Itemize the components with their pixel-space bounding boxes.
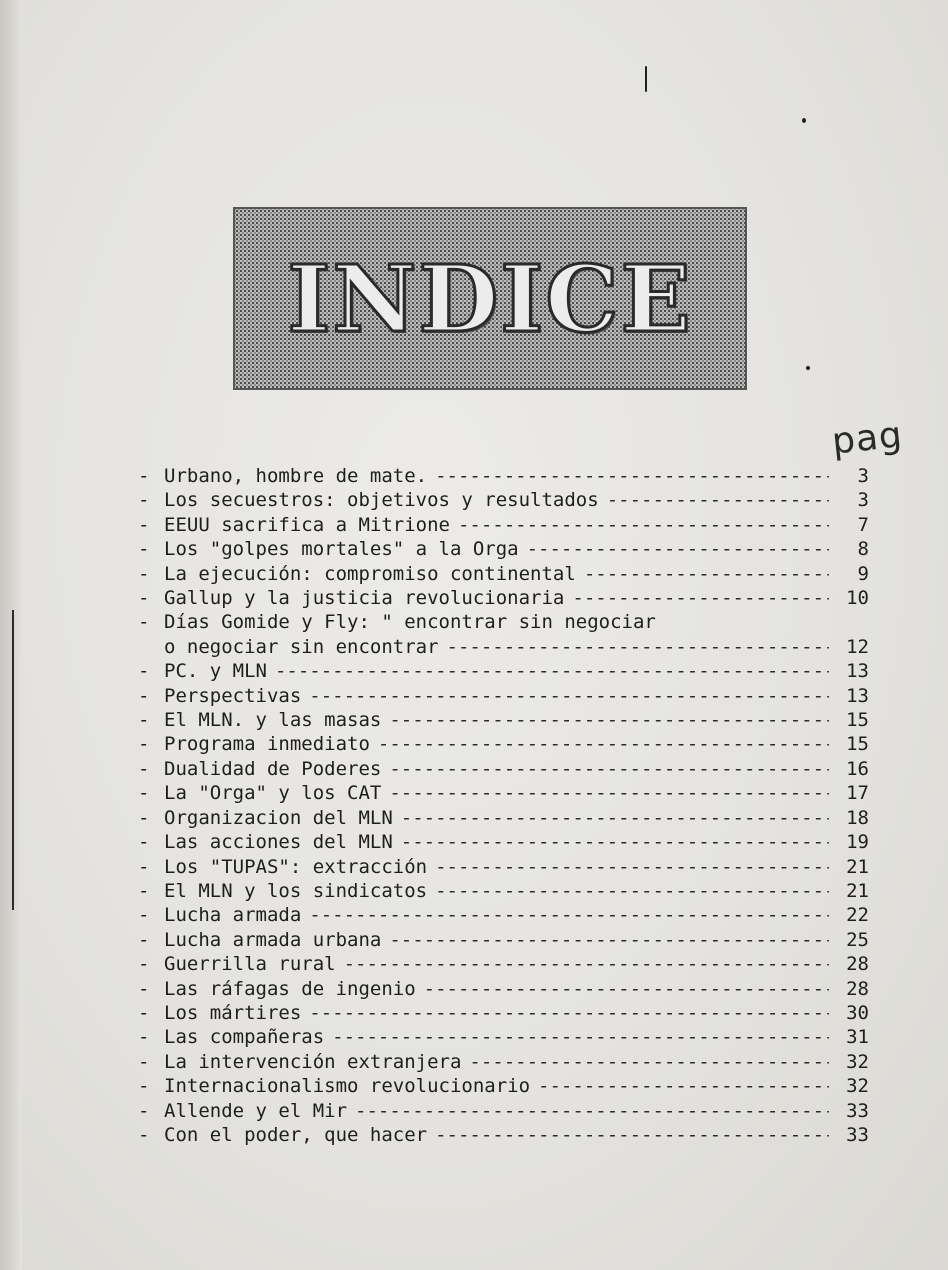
toc-entry: [138, 586, 868, 610]
dot-leader: [324, 1025, 829, 1049]
dot-leader: [450, 513, 829, 537]
toc-entry-title: Urbano, hombre de mate.: [164, 465, 428, 487]
title-banner: [233, 207, 747, 390]
bullet-dash: -: [138, 1001, 150, 1024]
dot-leader: [564, 586, 829, 610]
bullet-dash: -: [138, 1123, 150, 1146]
toc-entry-body: [164, 659, 829, 683]
toc-page-number: 18: [846, 806, 869, 829]
toc-entry-title: Guerrilla rural: [164, 953, 336, 976]
bullet-dash: -: [138, 782, 150, 805]
bullet-dash: -: [138, 562, 150, 585]
toc-entry-title: Los "TUPAS": extracción: [164, 855, 428, 878]
toc-entry: [138, 855, 868, 879]
toc-page-number: 32: [846, 1075, 869, 1098]
bullet-dash: -: [138, 1075, 150, 1098]
bullet-dash: -: [138, 489, 150, 512]
toc-entry: [138, 684, 868, 708]
toc-entry: [138, 488, 868, 512]
toc-page-number: 22: [846, 904, 869, 927]
dot-leader: [381, 781, 829, 805]
toc-entry-body: [164, 732, 829, 756]
toc-page-number: 32: [846, 1050, 869, 1073]
bullet-dash: -: [138, 538, 150, 561]
toc-entry-body: [164, 684, 829, 708]
toc-page-number: 12: [846, 635, 869, 658]
toc-entry-title: EEUU sacrifica a Mitrione: [164, 513, 450, 536]
toc-entry-title: PC. y MLN: [164, 660, 267, 683]
toc-page-number: 33: [846, 1099, 869, 1122]
toc-entry: [138, 1123, 868, 1147]
page-column-label: pag: [830, 414, 905, 463]
toc-entry-body: [164, 488, 829, 512]
dot-leader: [381, 757, 829, 781]
dot-leader: [416, 977, 829, 1001]
toc-page-number: 15: [846, 733, 869, 756]
dot-leader: [427, 464, 829, 488]
toc-entry: [138, 610, 868, 659]
toc-entry-title: La "Orga" y los CAT: [164, 782, 382, 805]
toc-page-number: 28: [846, 953, 869, 976]
toc-entry-title: Programa inmediato: [164, 733, 370, 756]
dot-leader: [393, 830, 829, 854]
bullet-dash: -: [138, 1099, 150, 1122]
dot-leader: [301, 1001, 829, 1025]
dot-leader: [599, 488, 829, 512]
toc-entry-title: Las acciones del MLN: [164, 831, 393, 854]
bullet-dash: -: [138, 928, 150, 951]
bullet-dash: -: [138, 806, 150, 829]
toc-entry-body: [164, 586, 829, 610]
toc-entry: [138, 732, 868, 756]
dot-leader: [267, 659, 829, 683]
dot-leader: [427, 855, 829, 879]
toc-entry-title: Los mártires: [164, 1001, 302, 1024]
toc-entry-body: [164, 464, 829, 488]
toc-entry: [138, 537, 868, 561]
page-edge-shadow: [0, 0, 22, 1270]
toc-page-number: 33: [846, 1123, 869, 1146]
toc-entry-body: [164, 610, 829, 659]
toc-entry-title: Días Gomide y Fly: " encontrar sin negociar: [164, 611, 656, 634]
toc-page-number: 8: [857, 538, 869, 561]
ink-mark: [645, 66, 647, 92]
toc-page-number: 31: [846, 1026, 869, 1049]
dot-leader: [576, 562, 829, 586]
toc-entry-body: [164, 513, 829, 537]
toc-entry: [138, 1074, 868, 1098]
dot-leader: [336, 952, 829, 976]
toc-entry-body: [164, 757, 829, 781]
toc-entry-title: Las compañeras: [164, 1026, 325, 1049]
toc-page-number: 19: [846, 831, 869, 854]
bullet-dash: -: [138, 513, 150, 536]
bullet-dash: -: [138, 831, 150, 854]
toc-page-number: 13: [846, 684, 869, 707]
toc-entry: [138, 928, 868, 952]
toc-entry-body: [164, 562, 829, 586]
toc-entry-title: El MLN. y las masas: [164, 709, 382, 732]
toc-entry: [138, 1001, 868, 1025]
toc-entry: [138, 952, 868, 976]
toc-entry: [138, 1025, 868, 1049]
binding-mark: [12, 610, 14, 910]
toc-page-number: 30: [846, 1001, 869, 1024]
bullet-dash: -: [138, 757, 150, 780]
toc-page-number: 13: [846, 660, 869, 683]
toc-entry-body: [164, 830, 829, 854]
toc-page-number: 21: [846, 879, 869, 902]
dot-leader: [381, 928, 829, 952]
toc-entry-body: [164, 708, 829, 732]
ink-speck: [802, 118, 806, 123]
toc-entry: [138, 562, 868, 586]
dot-leader: [439, 635, 829, 659]
toc-entry-title-line2: o negociar sin encontrar: [164, 635, 439, 658]
toc-page-number: 28: [846, 977, 869, 1000]
dot-leader: [427, 1123, 829, 1147]
toc-entry: [138, 757, 868, 781]
bullet-dash: -: [138, 904, 150, 927]
toc-entry-body: [164, 879, 829, 903]
toc-entry-title: El MLN y los sindicatos: [164, 879, 428, 902]
toc-entry-body: [164, 855, 829, 879]
bullet-dash: -: [138, 709, 150, 732]
toc-entry-title: Con el poder, que hacer: [164, 1123, 428, 1146]
ink-speck: [806, 366, 810, 370]
table-of-contents: [138, 464, 868, 1147]
toc-page-number: 16: [846, 757, 869, 780]
toc-entry-body: [164, 1050, 829, 1074]
toc-entry-body: [164, 977, 829, 1001]
dot-leader: [301, 684, 829, 708]
toc-entry: [138, 1099, 868, 1123]
toc-entry-body: [164, 1099, 829, 1123]
bullet-dash: -: [138, 977, 150, 1000]
toc-entry-title: La ejecución: compromiso continental: [164, 562, 576, 585]
bullet-dash: -: [138, 953, 150, 976]
bullet-dash: -: [138, 1026, 150, 1049]
toc-entry-body: [164, 928, 829, 952]
toc-entry: [138, 830, 868, 854]
toc-entry-title: Lucha armada: [164, 904, 302, 927]
toc-entry: [138, 806, 868, 830]
bullet-dash: -: [138, 660, 150, 683]
dot-leader: [519, 537, 829, 561]
toc-entry-continuation: [164, 635, 829, 659]
toc-entry: [138, 977, 868, 1001]
toc-entry-body: [164, 1001, 829, 1025]
toc-entry-body: [164, 1074, 829, 1098]
toc-entry: [138, 1050, 868, 1074]
toc-page-number: 3: [857, 489, 869, 512]
dot-leader: [461, 1050, 829, 1074]
toc-entry-title: Organizacion del MLN: [164, 806, 393, 829]
page-title: INDICE: [287, 244, 693, 353]
toc-entry-title: Lucha armada urbana: [164, 928, 382, 951]
toc-entry-title: Gallup y la justicia revolucionaria: [164, 587, 565, 610]
toc-entry-body: [164, 903, 829, 927]
toc-entry-title: Los "golpes mortales" a la Orga: [164, 538, 519, 561]
bullet-dash: -: [138, 611, 150, 634]
toc-page-number: 17: [846, 782, 869, 805]
toc-entry-title: La intervención extranjera: [164, 1050, 462, 1073]
toc-entry: [138, 903, 868, 927]
dot-leader: [381, 708, 829, 732]
toc-page-number: 10: [846, 587, 869, 610]
bullet-dash: -: [138, 587, 150, 610]
toc-entry: [138, 879, 868, 903]
dot-leader: [393, 806, 829, 830]
bullet-dash: -: [138, 855, 150, 878]
toc-entry-title: Los secuestros: objetivos y resultados: [164, 489, 599, 512]
toc-entry-body: [164, 952, 829, 976]
bullet-dash: -: [138, 733, 150, 756]
dot-leader: [530, 1074, 829, 1098]
bullet-dash: -: [138, 684, 150, 707]
toc-entry: [138, 513, 868, 537]
toc-entry-title: Perspectivas: [164, 684, 302, 707]
toc-entry-title: Allende y el Mir: [164, 1099, 348, 1122]
toc-page-number: 9: [857, 562, 869, 585]
toc-page-number: 21: [846, 855, 869, 878]
toc-entry: [138, 708, 868, 732]
toc-entry-body: [164, 1025, 829, 1049]
toc-entry-body: [164, 806, 829, 830]
toc-entry-title: Internacionalismo revolucionario: [164, 1075, 531, 1098]
toc-entry: [138, 659, 868, 683]
bullet-dash: -: [138, 879, 150, 902]
toc-entry-title: Dualidad de Poderes: [164, 757, 382, 780]
toc-entry: [138, 464, 868, 488]
toc-page-number: 15: [846, 709, 869, 732]
dot-leader: [370, 732, 829, 756]
toc-page-number: 3: [857, 465, 869, 487]
dot-leader: [347, 1099, 829, 1123]
dot-leader: [301, 903, 829, 927]
toc-entry-title: Las ráfagas de ingenio: [164, 977, 416, 1000]
toc-page-number: 7: [857, 513, 869, 536]
bullet-dash: -: [138, 1050, 150, 1073]
toc-entry: [138, 781, 868, 805]
dot-leader: [427, 879, 829, 903]
toc-entry-body: [164, 537, 829, 561]
toc-page-number: 25: [846, 928, 869, 951]
bullet-dash: -: [138, 465, 150, 487]
toc-entry-body: [164, 1123, 829, 1147]
toc-entry-body: [164, 781, 829, 805]
